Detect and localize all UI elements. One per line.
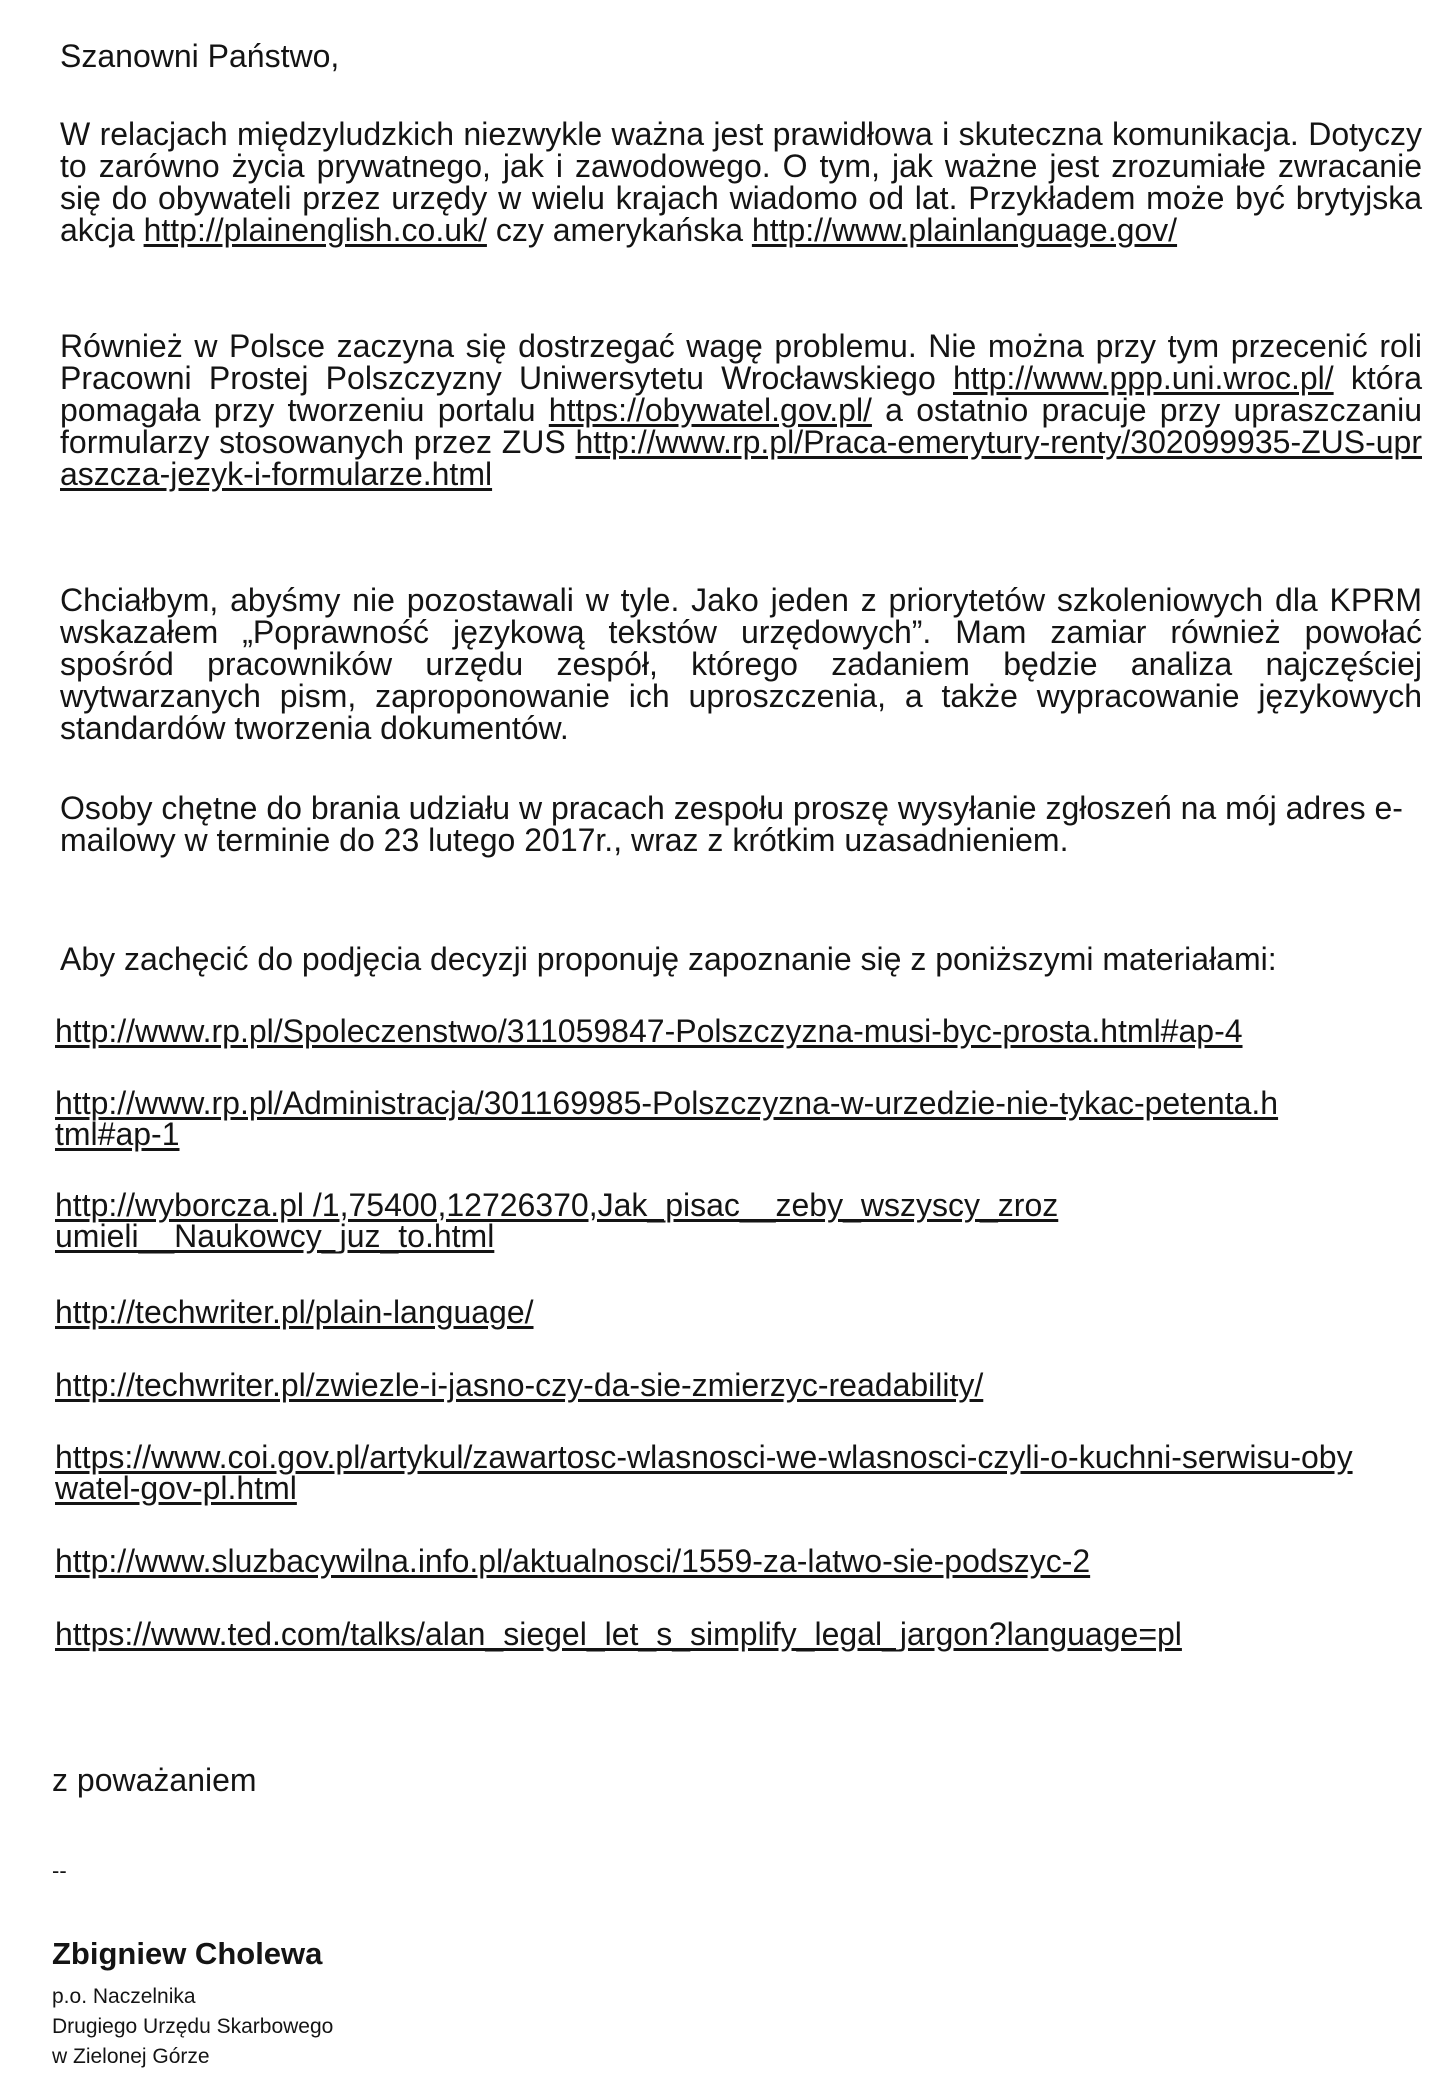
- link-plainlanguage[interactable]: http://www.plainlanguage.gov/: [751, 212, 1178, 248]
- paragraph-text: Również w Polsce zaczyna się dostrzegać wagę problemu. Nie można przy tym przecenić roli Pracowni Prostej Polszczyzny Uniwersytetu Wrocławskiego: [60, 328, 1422, 396]
- material-item: [55, 1543, 1375, 1579]
- link-obywatel[interactable]: https://obywatel.gov.pl/: [548, 392, 872, 428]
- paragraph-poland: [60, 330, 1422, 490]
- signature-location: w Zielonej Górze: [52, 2045, 210, 2068]
- link-ppp-uni-wroc[interactable]: http://www.ppp.uni.wroc.pl/: [953, 360, 1334, 396]
- link-rp-zus[interactable]: http://www.rp.pl/Praca-emerytury-renty/302099935-ZUS-upraszcza-jezyk-i-formularze.html: [60, 424, 1422, 492]
- closing-phrase: z poważaniem: [52, 1762, 257, 1798]
- material-link[interactable]: http://www.sluzbacywilna.info.pl/aktualnosci/1559-za-latwo-sie-podszyc-2: [55, 1543, 1091, 1579]
- signature-office: Drugiego Urzędu Skarbowego: [52, 2015, 334, 2038]
- material-link[interactable]: http://techwriter.pl/zwiezle-i-jasno-czy-da-sie-zmierzyc-readability/: [55, 1367, 984, 1403]
- paragraph-text: a ostatnio pracuje przy upraszczaniu formularzy stosowanych przez ZUS: [60, 392, 1423, 460]
- material-item: [55, 1367, 1375, 1403]
- signature-separator: --: [52, 1858, 67, 1883]
- paragraph-text: czy amerykańska: [486, 212, 752, 248]
- paragraph-priorities: Chciałbym, abyśmy nie pozostawali w tyle. Jako jeden z priorytetów szkoleniowych dla KPRM wskazałem „Poprawność językową tekstów urzędowych”. Mam zamiar również powołać spośród pracowników urzędu zespół, którego zadaniem będzie analiza najczęściej wytwarzanych pism, zaproponowanie ich uproszczenia, a także wypracowanie językowych standardów tworzenia dokumentów.: [60, 582, 1422, 746]
- paragraph-volunteers: Osoby chętne do brania udziału w pracach zespołu proszę wysyłanie zgłoszeń na mój adres e-mailowy w terminie do 23 lutego 2017r., wraz z krótkim uzasadnieniem.: [60, 790, 1403, 858]
- material-link[interactable]: https://www.coi.gov.pl/artykul/zawartosc-wlasnosci-we-wlasnosci-czyli-o-kuchni-serwisu-obywatel-gov-pl.html: [55, 1439, 1353, 1506]
- material-item: [55, 1439, 1355, 1506]
- signature-name: Zbigniew Cholewa: [52, 1936, 323, 1971]
- paragraph-text: która pomagała przy tworzeniu portalu: [60, 360, 1423, 428]
- material-link[interactable]: http://www.rp.pl/Administracja/301169985-Polszczyzna-w-urzedzie-nie-tykac-petenta.html#ap-1: [55, 1085, 1279, 1152]
- material-link[interactable]: http://techwriter.pl/plain-language/: [55, 1294, 534, 1330]
- material-item: [55, 1013, 1375, 1049]
- paragraph-materials-intro: Aby zachęcić do podjęcia decyzji proponuję zapoznanie się z poniższymi materiałami:: [60, 941, 1277, 977]
- material-link[interactable]: http://wyborcza.pl /1,75400,12726370,Jak_pisac__zeby_wszyscy_zrozumieli__Naukowcy_juz_to.html: [55, 1187, 1059, 1254]
- material-link[interactable]: https://www.ted.com/talks/alan_siegel_let_s_simplify_legal_jargon?language=pl: [55, 1616, 1182, 1652]
- material-item: [55, 1085, 1285, 1152]
- paragraph-text: W relacjach międzyludzkich niezwykle ważna jest prawidłowa i skuteczna komunikacja. Dotyczy to zarówno życia prywatnego, jak i zawodowego. O tym, jak ważne jest zrozumiałe zwracanie się do obywateli przez urzędy w wielu krajach wiadomo od lat. Przykładem może być brytyjska akcja: [60, 116, 1422, 248]
- material-link[interactable]: http://www.rp.pl/Spoleczenstwo/311059847-Polszczyzna-musi-byc-prosta.html#ap-4: [55, 1013, 1243, 1049]
- material-item: [55, 1187, 1065, 1254]
- material-item: [55, 1616, 1375, 1652]
- signature-title: p.o. Naczelnika: [52, 1985, 196, 2008]
- link-plainenglish[interactable]: http://plainenglish.co.uk/: [143, 212, 487, 248]
- paragraph-communication: [60, 118, 1422, 246]
- material-item: [55, 1294, 1375, 1330]
- greeting: Szanowni Państwo,: [60, 38, 340, 74]
